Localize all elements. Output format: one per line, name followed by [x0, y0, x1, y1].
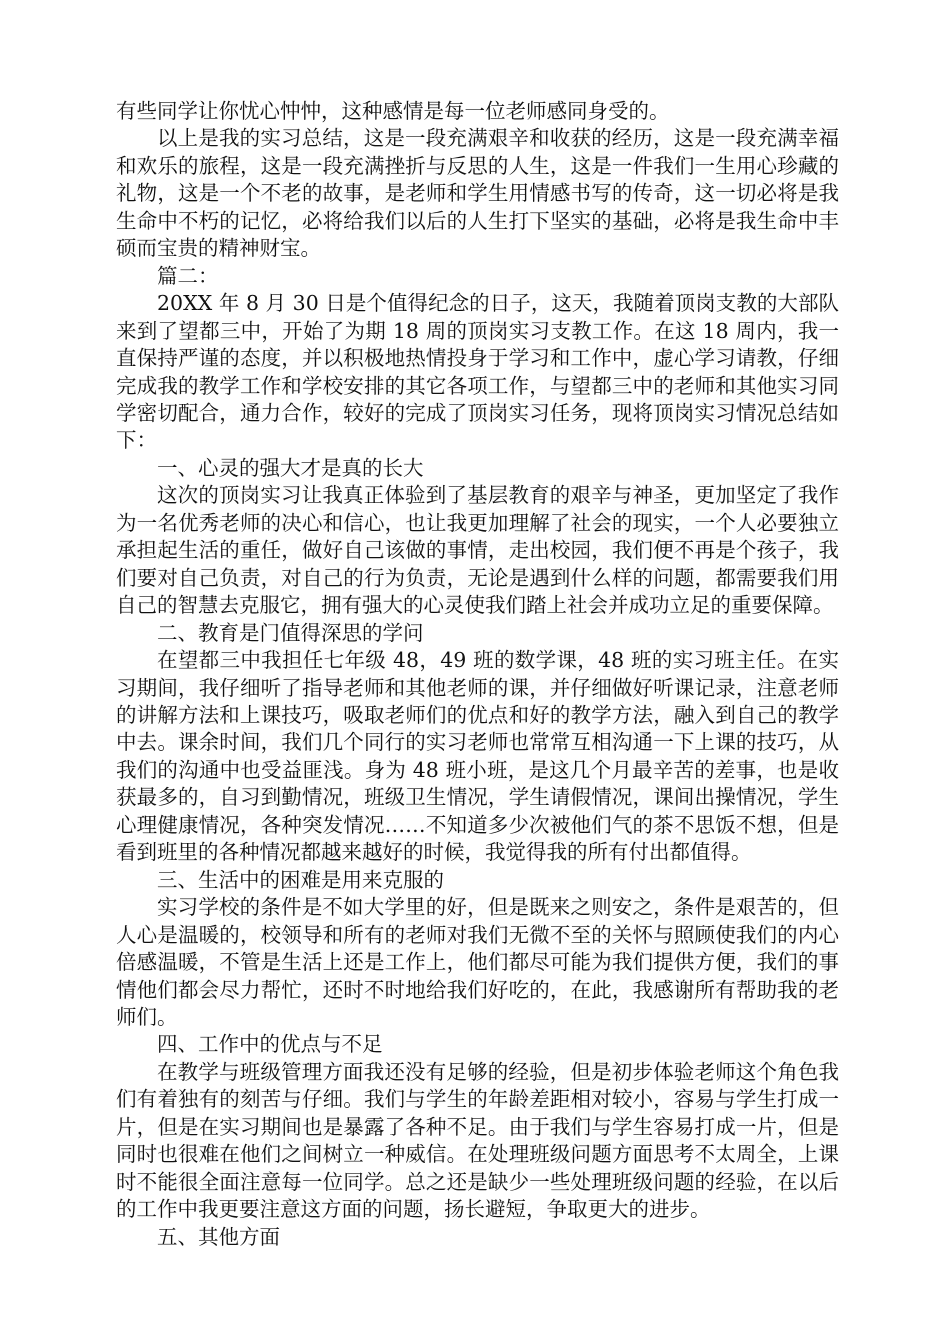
paragraph-intro: 20XX 年 8 月 30 日是个值得纪念的日子，这天，我随着顶岗支教的大部队来到了望都三中，开始了为期 18 周的顶岗实习支教工作。在这 18 周内，我一直保持严谨的态度，并以积极地热情投身于学习和工作中，虚心学习请教，仔细完成我的教学工作和学校安排的其它各项工作，与望都三中的老师和其他实习同学密切配合，通力合作，较好的完成了顶岗实习任务，现将顶岗实习情况总结如下： [116, 291, 839, 453]
section-heading-5: 五、其他方面 [157, 1224, 280, 1249]
paragraph-section-4: 在教学与班级管理方面我还没有足够的经验，但是初步体验老师这个角色我们有着独有的刻苦与仔细。我们与学生的年龄差距相对较小，容易与学生打成一片，但是在实习期间也是暴露了各种不足。由于我们与学生容易打成一片，但是同时也很难在他们之间树立一种威信。在处理班级问题方面思考不太周全，上课时不能很全面注意每一位同学。总之还是缺少一些处理班级问题的经验，在以后的工作中我更要注意这方面的问题，扬长避短，争取更大的进步。 [116, 1059, 839, 1222]
section-heading-4: 四、工作中的优点与不足 [157, 1032, 383, 1057]
section-heading-1: 一、心灵的强大才是真的长大 [157, 455, 424, 480]
paragraph-continued: 有些同学让你忧心忡忡，这种感情是每一位老师感同身受的。 [116, 99, 670, 123]
section-heading-2: 二、教育是门值得深思的学问 [157, 620, 424, 645]
section-heading-part-two: 篇二： [157, 263, 219, 288]
paragraph-section-1: 这次的顶岗实习让我真正体验到了基层教育的艰辛与神圣，更加坚定了我作为一名优秀老师的决心和信心，也让我更加理解了社会的现实，一个人必要独立承担起生活的重任，做好自己该做的事情，走出校园，我们便不再是个孩子，我们要对自己负责，对自己的行为负责，无论是遇到什么样的问题，都需要我们用自己的智慧去克服它，拥有强大的心灵使我们踏上社会并成功立足的重要保障。 [116, 483, 839, 618]
section-heading-3: 三、生活中的困难是用来克服的 [157, 867, 444, 892]
paragraph-section-2: 在望都三中我担任七年级 48，49 班的数学课，48 班的实习班主任。在实习期间，我仔细听了指导老师和其他老师的课，并仔细做好听课记录，注意老师的讲解方法和上课技巧，吸取老师们的优点和好的教学方法，融入到自己的教学中去。课余时间，我们几个同行的实习老师也常常互相沟通一下上课的技巧，从我们的沟通中也受益匪浅。身为 48 班小班，是这几个月最辛苦的差事，也是收获最多的，自习到勤情况，班级卫生情况，学生请假情况，课间出操情况，学生心理健康情况，各种突发情况……不知道多少次被他们气的茶不思饭不想，但是看到班里的各种情况都越来越好的时候，我觉得我的所有付出都值得。 [116, 648, 839, 865]
document-page [116, 98, 839, 1251]
paragraph-summary: 以上是我的实习总结，这是一段充满艰辛和收获的经历，这是一段充满幸福和欢乐的旅程，这是一段充满挫折与反思的人生，这是一件我们一生用心珍藏的礼物，这是一个不老的故事，是老师和学生用情感书写的传奇，这一切必将是我生命中不朽的记忆，必将给我们以后的人生打下坚实的基础，必将是我生命中丰硕而宝贵的精神财宝。 [116, 126, 839, 261]
paragraph-section-3: 实习学校的条件是不如大学里的好，但是既来之则安之，条件是艰苦的，但人心是温暖的，校领导和所有的老师对我们无微不至的关怀与照顾使我们的内心倍感温暖，不管是生活上还是工作上，他们都尽可能为我们提供方便，我们的事情他们都会尽力帮忙，还时不时地给我们好吃的，在此，我感谢所有帮助我的老师们。 [116, 895, 839, 1029]
